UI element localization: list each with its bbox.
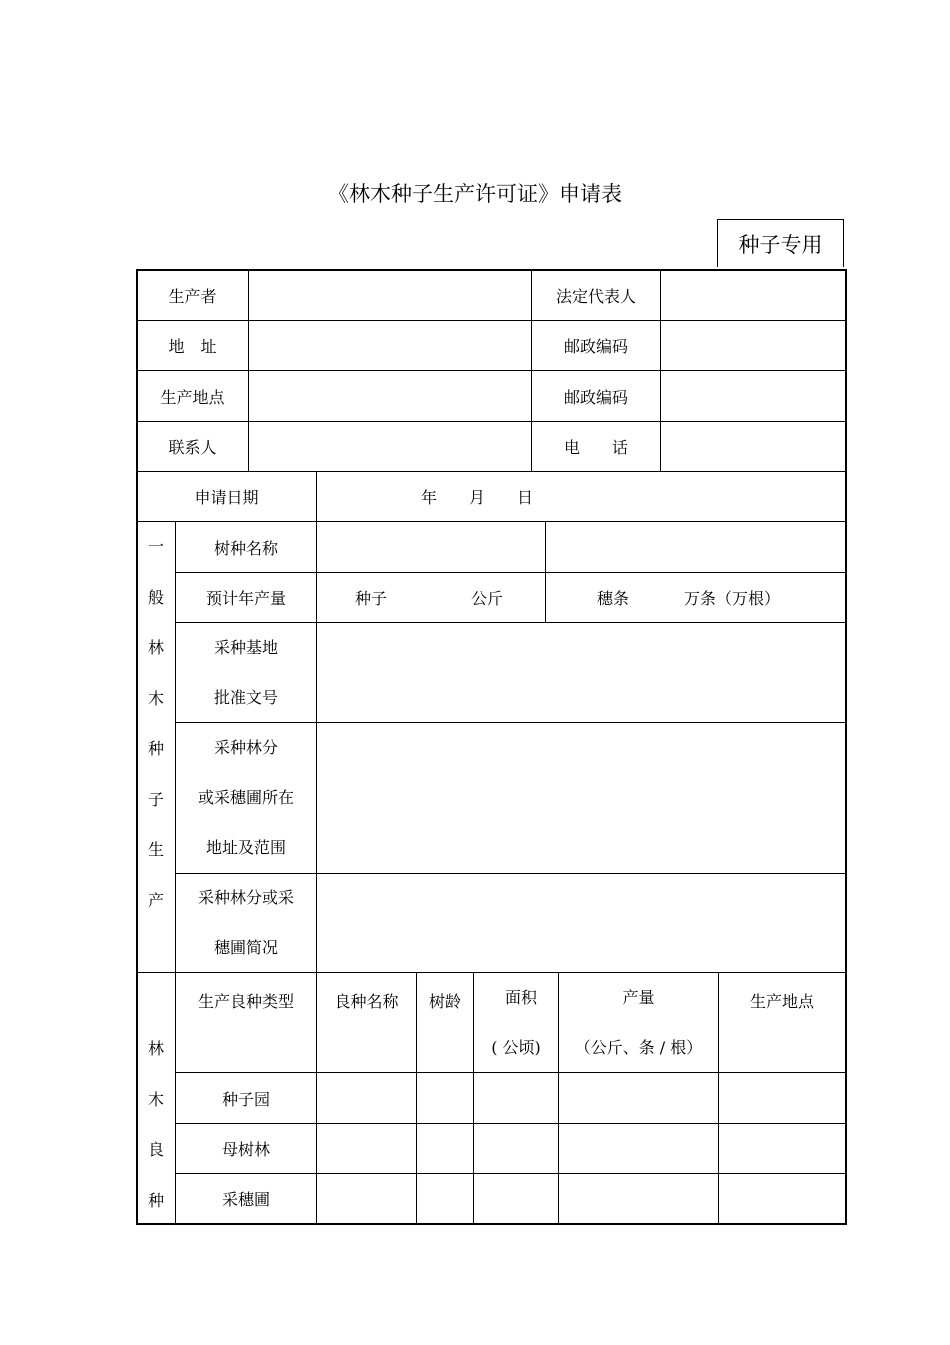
producer-label: 生产者 — [168, 286, 217, 306]
apply-date-field[interactable]: 年 月 日 — [421, 488, 534, 507]
type-header: 生产良种类型 — [197, 992, 294, 1011]
seed-orchard-yield-field[interactable] — [559, 1073, 718, 1123]
mother-forest-site-field[interactable] — [719, 1124, 845, 1173]
seed-orchard-variety-field[interactable] — [317, 1073, 416, 1123]
est-output-label: 预计年产量 — [205, 589, 286, 608]
cutting-orchard-age-field[interactable] — [417, 1174, 473, 1223]
cutting-orchard-label: 采穗圃 — [221, 1190, 270, 1209]
forest-brief-label: 采种林分或采 穗圃简况 — [197, 888, 294, 957]
tree-age-header: 树龄 — [428, 992, 461, 1011]
forest-brief-field[interactable] — [317, 874, 845, 972]
area-header: 面积 ( 公顷) — [491, 988, 541, 1057]
base-approval-label: 采种基地 批准文号 — [213, 637, 278, 707]
contact-label: 联系人 — [168, 438, 217, 457]
species-name-field-1[interactable] — [317, 522, 545, 572]
base-approval-field[interactable] — [317, 623, 845, 722]
mother-forest-age-field[interactable] — [417, 1124, 473, 1173]
production-site-label: 生产地点 — [160, 387, 225, 407]
species-name-label: 树种名称 — [213, 538, 278, 558]
seed-orchard-area-field[interactable] — [474, 1073, 558, 1123]
mother-forest-variety-field[interactable] — [317, 1124, 416, 1173]
seed-orchard-age-field[interactable] — [417, 1073, 473, 1123]
phone-label: 电 话 — [563, 438, 628, 457]
seed-label: 种子 — [355, 589, 388, 608]
seed-output-field[interactable] — [317, 573, 545, 622]
cutting-output-field[interactable] — [546, 573, 845, 622]
species-name-field-2[interactable] — [546, 522, 845, 572]
seed-use-tag: 种子专用 — [717, 219, 844, 267]
address-field[interactable] — [249, 321, 531, 370]
kg-unit: 公斤 — [471, 589, 504, 608]
yield-header: 产量 （公斤、条 / 根） — [574, 988, 703, 1057]
forest-address-field[interactable] — [317, 723, 845, 873]
contact-field[interactable] — [249, 422, 531, 471]
mother-forest-yield-field[interactable] — [559, 1124, 718, 1173]
forest-address-label: 采种林分 或采穗圃所在 地址及范围 — [197, 738, 294, 857]
apply-date-label: 申请日期 — [194, 488, 259, 507]
mother-forest-area-field[interactable] — [474, 1124, 558, 1173]
seed-orchard-site-field[interactable] — [719, 1073, 845, 1123]
site-postal-code-field[interactable] — [661, 371, 845, 421]
address-label: 地 址 — [168, 337, 217, 356]
seed-orchard-label: 种子园 — [221, 1089, 270, 1109]
section-improved-label: 林 木 良 种 — [147, 1039, 164, 1210]
postal-code-label: 邮政编码 — [563, 337, 628, 356]
site-header: 生产地点 — [749, 992, 814, 1011]
legal-rep-label: 法定代表人 — [555, 286, 636, 306]
production-site-field[interactable] — [249, 371, 531, 421]
page-title: 《林木种子生产许可证》申请表 — [328, 182, 622, 206]
cutting-orchard-area-field[interactable] — [474, 1174, 558, 1223]
section-general-label: 一 般 林 木 种 子 生 产 — [147, 537, 164, 910]
mother-forest-label: 母树林 — [221, 1140, 270, 1159]
variety-name-header: 良种名称 — [334, 992, 399, 1011]
site-postal-code-label: 邮政编码 — [563, 387, 628, 407]
cutting-orchard-yield-field[interactable] — [559, 1174, 718, 1223]
cutting-orchard-variety-field[interactable] — [317, 1174, 416, 1223]
cutting-label: 穗条 — [597, 589, 630, 608]
cutting-unit: 万条（万根） — [684, 589, 781, 608]
producer-field[interactable] — [249, 270, 531, 320]
postal-code-field[interactable] — [661, 321, 845, 370]
phone-field[interactable] — [661, 422, 845, 471]
legal-rep-field[interactable] — [661, 270, 845, 320]
cutting-orchard-site-field[interactable] — [719, 1174, 845, 1223]
